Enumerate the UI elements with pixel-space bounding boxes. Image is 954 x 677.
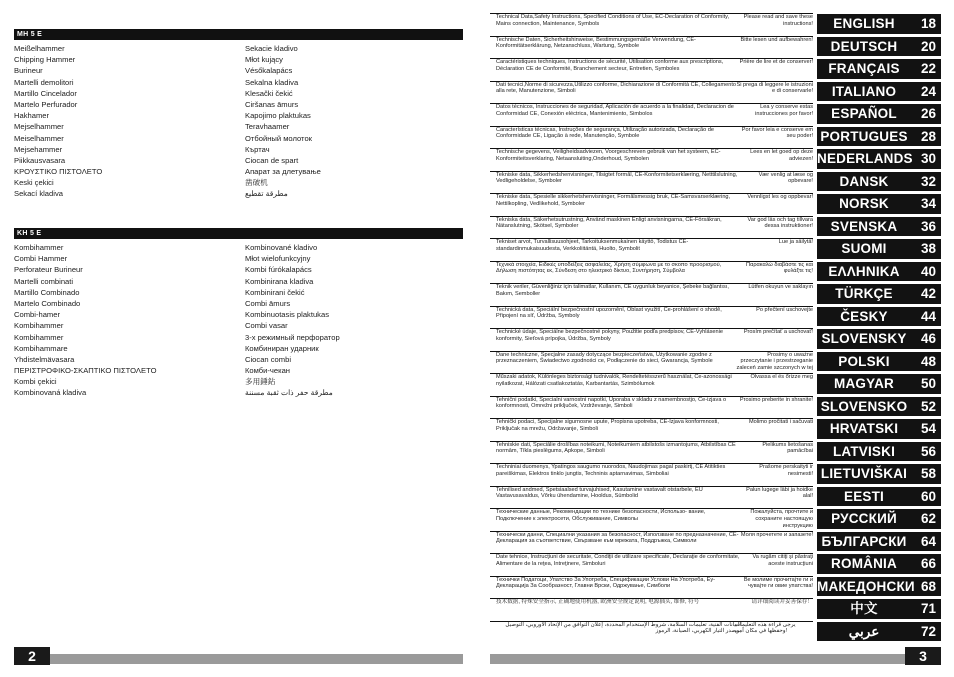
contents-summary: Tehnični podatki, Specialni varnostni napotki, Uporaba v skladu z namembnostjo, Ce-izjava o konformnosti, Omrežni priključek, Vzdrževanje, Simboli — [496, 396, 727, 410]
tool-name: Burineur — [14, 66, 43, 76]
language-label — [817, 307, 941, 327]
language-name: LATVISKI — [832, 443, 896, 459]
language-label — [817, 37, 941, 57]
language-page-number: 34 — [920, 196, 936, 211]
contents-summary: Tekniske data, Sikkerhedshenvisninger, Tilsigtet formål, CE-Konformitetserklæring, Netttilslutning, Vedligeholdelse, Symboler — [496, 171, 738, 185]
read-notice: Пожалуйста, прочтите и сохраните настоящую инструкцию — [750, 509, 813, 529]
language-label — [817, 127, 941, 147]
language-row — [490, 261, 941, 284]
contents-summary: Características técnicas, Instruções de segurança, Utilização autorizada, Declaração de Conformidade CE, Ligação à rede, Manutenção, Symbole — [496, 126, 714, 140]
language-name: SLOVENSKY — [821, 331, 907, 346]
language-label — [817, 352, 941, 372]
tool-name: Kombinirani čekić — [245, 287, 305, 297]
contents-summary: Technické údaje, Špeciálne bezpečnostné pokyny, Použitie podľa predpisov, CE-Vyhlásenie konformity, Sieťová prípojka, Údržba, Symboly — [496, 329, 723, 342]
tool-name: Kombinirana kladiva — [245, 276, 314, 286]
language-label — [817, 419, 941, 439]
language-row — [490, 306, 941, 329]
language-name: NORSK — [839, 196, 889, 211]
tool-name: Sekalna kladiva — [245, 77, 299, 87]
language-label — [817, 487, 941, 507]
read-notice: Prosimy o uważne przeczytanie i przestrzeganie zaleceń zamie szczonych w tej — [736, 351, 813, 372]
language-name: БЪЛГАРСКИ — [821, 533, 907, 549]
read-notice: Va rugăm citiţi şi păstraţi aceste instrucţiuni — [752, 554, 813, 567]
column-other — [245, 242, 465, 399]
tool-name: Keski çekici — [14, 178, 54, 188]
tool-name: Kombi çekici — [14, 377, 57, 387]
tool-name: Къртач — [245, 144, 270, 154]
read-notice: Please read and save these instructions! — [743, 14, 813, 27]
tool-name: Martelo Perfurador — [14, 99, 78, 109]
language-label — [817, 172, 941, 192]
language-row — [490, 576, 941, 599]
tool-name: Mejselhammer — [14, 122, 64, 132]
tool-name: 凿破机 — [245, 178, 268, 188]
tool-name: 3-х режимный перфоратор — [245, 332, 340, 342]
page-number: 2 — [14, 647, 50, 665]
read-notice: Si prega di leggere le istruzioni e di conservarle! — [736, 81, 813, 95]
contents-summary: Technische Daten, Sicherheitshinweise, Bestimmungsgemäße Verwendung, CE-Konformitätserklärung, Netzanschluss, Wartung, Symbole — [496, 36, 696, 50]
contents-summary: 技术数据, 特殊安全指示, 正确地使用机器, 欧洲安全规定说明, 电源插头, 维修, 符号 — [496, 599, 700, 605]
tool-name: Combi Hammer — [14, 254, 68, 264]
language-label — [817, 329, 941, 349]
language-page-number: 50 — [920, 376, 936, 391]
contents-summary: Tekniske data, Spesielle sikkerhetshenvisninger, Formålsmessig bruk, CE-Samsvarserklæring, Nettilkopling, Vedlikehold, Symboler — [496, 194, 731, 207]
language-name: ROMÂNIA — [831, 556, 897, 571]
language-label — [817, 464, 941, 484]
read-notice: يرجى قراءة هذه التعليمات وحفظها في مكان آمن! — [735, 621, 796, 635]
tool-name: Комбиниран ударник — [245, 343, 319, 353]
language-page-number: 72 — [920, 623, 936, 639]
contents-summary: Teknik veriler, Güvenliğiniz için talimatlar, Kullanım, CE uygunluk beyanice, Şebeke bağlantısı, Bakım, Semboller — [496, 284, 729, 297]
tool-name: Kombi fúrókalapács — [245, 265, 312, 275]
language-name: TÜRKÇE — [835, 286, 893, 301]
tool-name: Martillo Cincelador — [14, 88, 77, 98]
language-row — [490, 103, 941, 126]
tool-name: مطرقة حفر ذات ثقبة مسننة — [245, 388, 333, 398]
language-page-number: 48 — [920, 353, 936, 369]
tool-name: Chipping Hammer — [14, 55, 76, 65]
tool-name: ΠΕΡΙΣΤΡΟΦΙΚΟ-ΣΚΑΠΤΙΚΟ ΠΙΣΤΟΛΕΤΟ — [14, 366, 157, 376]
language-label — [817, 239, 941, 259]
read-notice: Lütfen okuyun ve saklayın — [748, 284, 813, 290]
language-row — [490, 238, 941, 261]
language-page-number: 32 — [920, 173, 936, 189]
language-page-number: 30 — [920, 151, 936, 166]
language-name: DANSK — [839, 173, 889, 189]
language-label — [817, 622, 941, 642]
language-name: عربي — [848, 623, 880, 639]
language-name: 中文 — [850, 601, 878, 616]
tool-name: Yhdistelmävasara — [14, 354, 75, 364]
language-label — [817, 442, 941, 462]
tool-name: Sekacie kladivo — [245, 44, 298, 53]
language-label — [817, 532, 941, 552]
tool-name: 多用錘鉆 — [245, 377, 276, 387]
contents-summary: Date tehnice, Instrucţiuni de securitate, Condiţii de utilizare specificate, Declaraţie de conformitate, Alimentare de la reţea, Intreţinere, Simboluri — [496, 554, 740, 567]
language-label — [817, 14, 941, 34]
tool-name: Perforateur Burineur — [14, 265, 83, 275]
tool-name: Martillo Combinado — [14, 287, 80, 297]
contents-summary: Технически данни, Специални указания за безопасност, Използване по предназначение, CE-Декларация за съответствие, Свързване към мрежата, Поддръжка, Символи — [496, 531, 739, 545]
language-row — [490, 283, 941, 306]
tool-name: Ciocan de spart — [245, 155, 299, 165]
read-notice: Por favor leia e conserve em seu poder! — [741, 126, 813, 140]
language-page-number: 20 — [920, 38, 936, 54]
language-row — [490, 351, 941, 374]
contents-summary: Technická data, Speciální bezpečnostní upozornění, Oblast využití, Ce-prohlášení o shodě, Připojení na síť, Údržba, Symboly — [496, 306, 722, 320]
read-notice: Prosimo preberite in shranite! — [739, 396, 813, 403]
read-notice: Po přečtení uschovejte — [756, 306, 813, 313]
read-notice: Vær venlig at læse og opbevare! — [758, 171, 813, 185]
language-label — [817, 284, 941, 304]
tool-name: Sekací kladiva — [14, 189, 63, 199]
tool-name: Kombinovaná kladiva — [14, 388, 87, 398]
read-notice: Lees en let goed op deze adviezen! — [750, 149, 813, 162]
language-name: MAGYAR — [834, 376, 894, 391]
language-page-number: 60 — [920, 488, 936, 504]
tool-name: Combi-hamer — [14, 310, 60, 320]
read-notice: Моля прочетете и запазете! — [740, 531, 813, 538]
tool-name: Hakhamer — [14, 111, 50, 121]
contents-summary: Datos técnicos, Instrucciones de seguridad, Aplicación de acuerdo a la finalidad, Declaracion de Conformidad CE, Conexión eléctrica, Mantenimiento, Simbolos — [496, 104, 734, 117]
read-notice: Palun lugege läbi ja hoidke alal! — [746, 486, 813, 500]
language-label — [817, 554, 941, 574]
language-name: POLSKI — [838, 353, 890, 369]
language-label — [817, 509, 941, 529]
tool-name: Meiselhammer — [14, 133, 64, 143]
read-notice: Pielikums lietošanas pamācībai — [762, 441, 813, 455]
contents-summary: Tekniska data, Säkerhetsutrustning, Använd maskinen Enligt anvisningarna, CE-Försäkran, Nätanslutning, Skötsel, Symboler — [496, 216, 722, 230]
language-row — [490, 531, 941, 554]
language-page-number: 52 — [920, 398, 936, 414]
read-notice: Lea y conserve estas instrucciones por favor! — [755, 104, 813, 117]
tool-name: مطرقة تقطيع — [245, 189, 288, 199]
contents-summary: Dane techniczne, Specjalne zasady dotyczące bezpieczeństwa, Użytkowanie zgodne z przeznaczeniem, Świadectwo zgodności ce, Podłączenie do sieci, Gwarancja, Symbole — [496, 351, 713, 365]
contents-summary: Tehnilised andmed, Spetsiaalsed turvajuhised, Kasutamine vastavalt otstarbele, EÜ Vastavusavaldus, Võrku ühendamine, Hooldus, Sümbolid — [496, 486, 703, 500]
language-label — [817, 599, 941, 619]
tool-name: Martelli demolitori — [14, 77, 74, 87]
read-notice: Vennligst les og oppbevar! — [747, 194, 813, 200]
language-row — [490, 13, 941, 36]
right-page — [477, 0, 954, 677]
tool-name: Martelo Combinado — [14, 298, 81, 308]
tool-name: Kombihammare — [14, 343, 68, 353]
contents-summary: Tehniskie dati, Speciālie drošības noteikumi, Noteikumiem atbilstošs izmantojums, Atbilstības CE normām, Tīkla pieslēgums, Apkope, Simboli — [496, 441, 736, 455]
language-page-number: 68 — [920, 578, 936, 594]
footer-bar — [14, 654, 463, 664]
language-page-number: 66 — [920, 556, 936, 571]
language-page-number: 64 — [920, 533, 936, 549]
read-notice: Molimo pročitati i sačuvati — [748, 419, 813, 425]
tool-name: Klesački čekić — [245, 88, 293, 98]
page-number: 3 — [905, 647, 941, 665]
section-kh5e — [14, 228, 463, 418]
contents-summary: Technical Data,Safety Instructions, Specified Conditions of Use, EC-Declaration of Conformity, Mains connection, Maintenance, Symbols — [496, 14, 730, 27]
language-name: FRANÇAIS — [828, 61, 900, 76]
language-name: РУССКИЙ — [831, 511, 897, 526]
tool-name: Combi vasar — [245, 321, 288, 331]
language-row — [490, 216, 941, 239]
tool-name: Piikkausvasara — [14, 155, 66, 165]
language-page-number: 36 — [920, 218, 936, 234]
read-notice: Var god läs och tag tillvara dessa instruktioner! — [747, 216, 813, 230]
language-label — [817, 194, 941, 214]
language-page-number: 38 — [920, 241, 936, 256]
language-page-number: 28 — [920, 128, 936, 144]
language-name: МАКЕДОНСКИ — [817, 578, 915, 594]
section-mh5e — [14, 29, 463, 219]
language-row — [490, 486, 941, 509]
language-page-number: 56 — [920, 443, 936, 459]
read-notice: 请详细阅读并妥善保存！ — [751, 599, 813, 605]
contents-summary: Technische gegevens, Veiligheidsadviezen, Voorgeschreven gebruik van het systeem, EC-Konformiteitsverklaring, Netaansluiting,Onderhoud, Symbolen — [496, 149, 721, 162]
contents-summary: Tekniset arvot, Turvallisuusohjeet, Tarkoituksenmukainen käyttö, Todistus CE-standardinmukaisuudesta, Verkkoliitäntä, Huolto, Symbolit — [496, 239, 689, 252]
language-name: ITALIANO — [831, 83, 897, 99]
contents-summary: Műszaki adatok, Különleges biztonsági tudnivalók, Rendeltetésszerű használat, Ce-azonossági nyilatkozat, Hálózati csatlakoztatás, Karbantartás, Szimbólumok — [496, 374, 732, 387]
tool-name: Teravhaamer — [245, 122, 290, 132]
contents-summary: Tehnički podaci, Specijalne sigurnosne upute, Propisna upotreba, CE-Izjava konformnosti, Priključak na mrežu, Održavanje, Simboli — [496, 419, 719, 432]
tool-name: Отбойный молоток — [245, 133, 312, 143]
column-other — [245, 43, 465, 200]
tool-name: Młot kujący — [245, 55, 283, 65]
tool-name: Młot wielofunkcyjny — [245, 254, 311, 264]
language-name: ESPAÑOL — [831, 106, 897, 121]
language-row — [490, 36, 941, 59]
language-page-number: 18 — [920, 16, 936, 31]
language-row — [490, 553, 941, 576]
contents-summary: Dati tecnici,Norme di sicurezza,Utilizzo conforme, Dichiarazione di Conformità CE, Collegamento alla rete, Manutenzione, Simboli — [496, 81, 737, 95]
language-name: LIETUVIŠKAI — [820, 466, 908, 481]
language-row — [490, 328, 941, 351]
read-notice: Παρακαλώ διαβάστε τις και φυλάξτε τις! — [746, 261, 813, 275]
language-label — [817, 397, 941, 417]
language-label — [817, 577, 941, 597]
language-page-number: 42 — [920, 286, 936, 301]
language-row — [490, 148, 941, 171]
language-name: EESTI — [843, 488, 884, 504]
language-label — [817, 262, 941, 282]
language-label — [817, 217, 941, 237]
section-title: KH 5 E — [14, 228, 463, 239]
language-name: PORTUGUES — [820, 128, 908, 144]
read-notice: Prašome perskaityti ir nesimesti! — [759, 464, 813, 477]
language-label — [817, 149, 941, 169]
language-page-number: 58 — [920, 466, 936, 481]
read-notice: Prosím prečítať a uschovať! — [743, 329, 813, 335]
footer-bar — [490, 654, 941, 664]
tool-name: Meißelhammer — [14, 44, 65, 53]
tool-name: Kombihammer — [14, 332, 64, 342]
read-notice: Lue ja säilytä! — [778, 239, 813, 245]
tool-name: Kapojimo plaktukas — [245, 111, 311, 121]
language-row — [490, 193, 941, 216]
read-notice: Prière de lire et de conserver! — [739, 59, 813, 65]
tool-name: ΚΡΟΥΣΤΙΚΟ ΠΙΣΤΟΛΕΤΟ — [14, 167, 103, 177]
language-label — [817, 374, 941, 394]
read-notice: Olvassa el és őrizze meg — [750, 374, 813, 380]
read-notice: Ве молиме прочитајте ги и чувајте ги овие упатства! — [743, 576, 813, 590]
language-row — [490, 58, 941, 81]
column-en — [14, 43, 234, 200]
language-row — [490, 373, 941, 396]
tool-name: Комби-чекан — [245, 366, 290, 376]
tool-name: Martelli combinati — [14, 276, 74, 286]
read-notice: Bitte lesen und aufbewahren! — [740, 36, 813, 43]
language-page-number: 24 — [920, 83, 936, 99]
language-name: ΕΛΛΗΝΙΚΑ — [828, 263, 900, 279]
language-row — [490, 418, 941, 441]
language-page-number: 26 — [920, 106, 936, 121]
language-row — [490, 463, 941, 486]
tool-name: Апарат за длетување — [245, 167, 321, 177]
language-row — [490, 396, 941, 419]
language-name: ENGLISH — [833, 16, 895, 31]
tool-name: Kombinované kladivo — [245, 243, 318, 252]
tool-name: Kombihammer — [14, 321, 64, 331]
language-page-number: 54 — [920, 421, 936, 436]
language-row — [490, 598, 941, 621]
tool-name: Vésőkalapács — [245, 66, 293, 76]
language-label — [817, 59, 941, 79]
language-name: NEDERLANDS — [817, 151, 913, 166]
language-row — [490, 171, 941, 194]
language-page-number: 46 — [920, 331, 936, 346]
language-name: SUOMI — [841, 241, 887, 256]
language-label — [817, 82, 941, 102]
language-name: HRVATSKI — [829, 421, 899, 436]
language-page-number: 62 — [920, 511, 936, 526]
contents-summary: Τεχνικά στοιχεία, Ειδικές υποδείξεις ασφαλείας, Χρήση σύμφωνα με το σκοπο προορισμού, Δήλωση πιστότητας εκ, Σύνδεση στο ηλεκτρικό δίκτυο, Συντήρηση, Σύμβολα — [496, 261, 722, 275]
language-label — [817, 104, 941, 124]
language-row — [490, 81, 941, 104]
tool-name: Kombihammer — [14, 243, 64, 252]
language-page-number: 40 — [920, 263, 936, 279]
contents-summary: البيانات الفنية، تعليمات السلامة، شروط الإستخدام المحددة، إعلان التوافق من الإتحاد الأوروبي، التوصيل بمصدر التيار الكهربي، الصيانة، الرموز — [505, 621, 741, 635]
language-row — [490, 441, 941, 464]
language-name: ČESKY — [840, 308, 888, 324]
column-en — [14, 242, 234, 399]
tool-name: Ciocan combi — [245, 354, 292, 364]
contents-summary: Технические данные, Рекомендации по технике безопасности, Использо- вание, Подключение к электросети, Обслуживание, Символы — [496, 509, 706, 522]
language-row — [490, 126, 941, 149]
section-title: MH 5 E — [14, 29, 463, 40]
language-row — [490, 621, 941, 644]
contents-summary: Techniniai duomenys, Ypatingos saugumo nuorodos, Naudojimas pagal paskirtį, CE Atitikties pareiškimas, Elektros tinklo jungtis, Techninis aptarnavimas, Simboliai — [496, 464, 726, 477]
tool-name: Ciršanas āmurs — [245, 99, 299, 109]
language-page-number: 44 — [920, 308, 936, 324]
contents-summary: Технички Податоци, Упатство За Употреба, Спецификации Услови На Употреба, Eу-Декларација За Сообразност, Главни Врски, Одржување, Симболи — [496, 576, 715, 590]
tool-name: Mejsehammer — [14, 144, 63, 154]
language-name: SLOVENSKO — [820, 398, 908, 414]
tool-name: Combi āmurs — [245, 298, 291, 308]
language-name: SVENSKA — [830, 218, 898, 234]
language-row — [490, 508, 941, 531]
language-page-number: 22 — [920, 61, 936, 76]
language-name: DEUTSCH — [830, 38, 898, 54]
tool-name: Kombinuotasis plaktukas — [245, 310, 329, 320]
language-page-number: 71 — [920, 601, 936, 616]
contents-summary: Caractéristiques techniques, Instructions de sécurité, Utilisation conforme aux prescriptions, Déclaration CE de Conformité, Branchement secteur, Entretien, Symboles — [496, 59, 724, 72]
